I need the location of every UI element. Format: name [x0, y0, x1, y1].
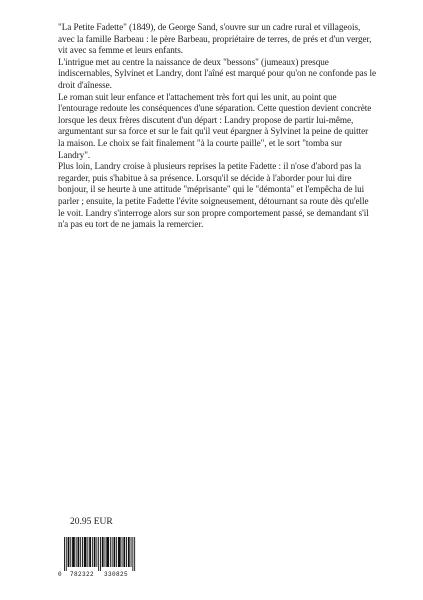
summary-paragraph-2: L'intrigue met au centre la naissance de deux "bessons" (jumeaux) presque indiscernables, Sylvinet et Landry, dont l'aîné est marqué pour qu'on ne confonde pas le droit d'aînesse. — [58, 56, 377, 90]
barcode-digits-left: 782322 — [70, 571, 95, 578]
price-label: 20.95 EUR — [70, 517, 113, 527]
barcode-digits-right: 330825 — [104, 571, 129, 578]
summary-paragraph-3: Le roman suit leur enfance et l'attachement très fort qui les unit, au point que l'entourage redoute les conséquences d'une séparation. Cette question devient concrète lorsque les deux frères discutent d'un départ : Landry propose de partir lui-même, argumentant sur sa force et sur le fait qu'il veut épargner à Sylvinet la peine de quitter la maison. Le choix se fait finalement "à la courte paille", et le sort "tomba sur Landry". — [58, 91, 372, 160]
book-summary — [58, 22, 376, 231]
summary-paragraph-1: "La Petite Fadette" (1849), de George Sand, s'ouvre sur un cadre rural et villageois, avec la famille Barbeau : le père Barbeau, propriétaire de terres, de prés et d'un verger, vit avec sa femme et leurs enfants. — [58, 22, 372, 56]
summary-paragraph-4: Plus loin, Landry croise à plusieurs reprises la petite Fadette : il n'ose d'abord pas la regarder, puis s'habitue à sa présence. Lorsqu'il se décide à l'aborder pour lui dire bonjour, il se heurte à une attitude "méprisante" qui le "démonta" et l'empêcha de lui parler ; ensuite, la petite Fadette l'évite soigneusement, détournant sa route dès qu'elle le voit. Landry s'interroge alors sur son propre comportement passé, se demandant s'il n'a pas eu tort de ne jamais la remercier. — [58, 161, 369, 230]
barcode-bars — [64, 537, 136, 571]
barcode-digit-first: 0 — [58, 571, 62, 578]
barcode — [58, 537, 136, 580]
barcode-digits — [58, 571, 136, 579]
